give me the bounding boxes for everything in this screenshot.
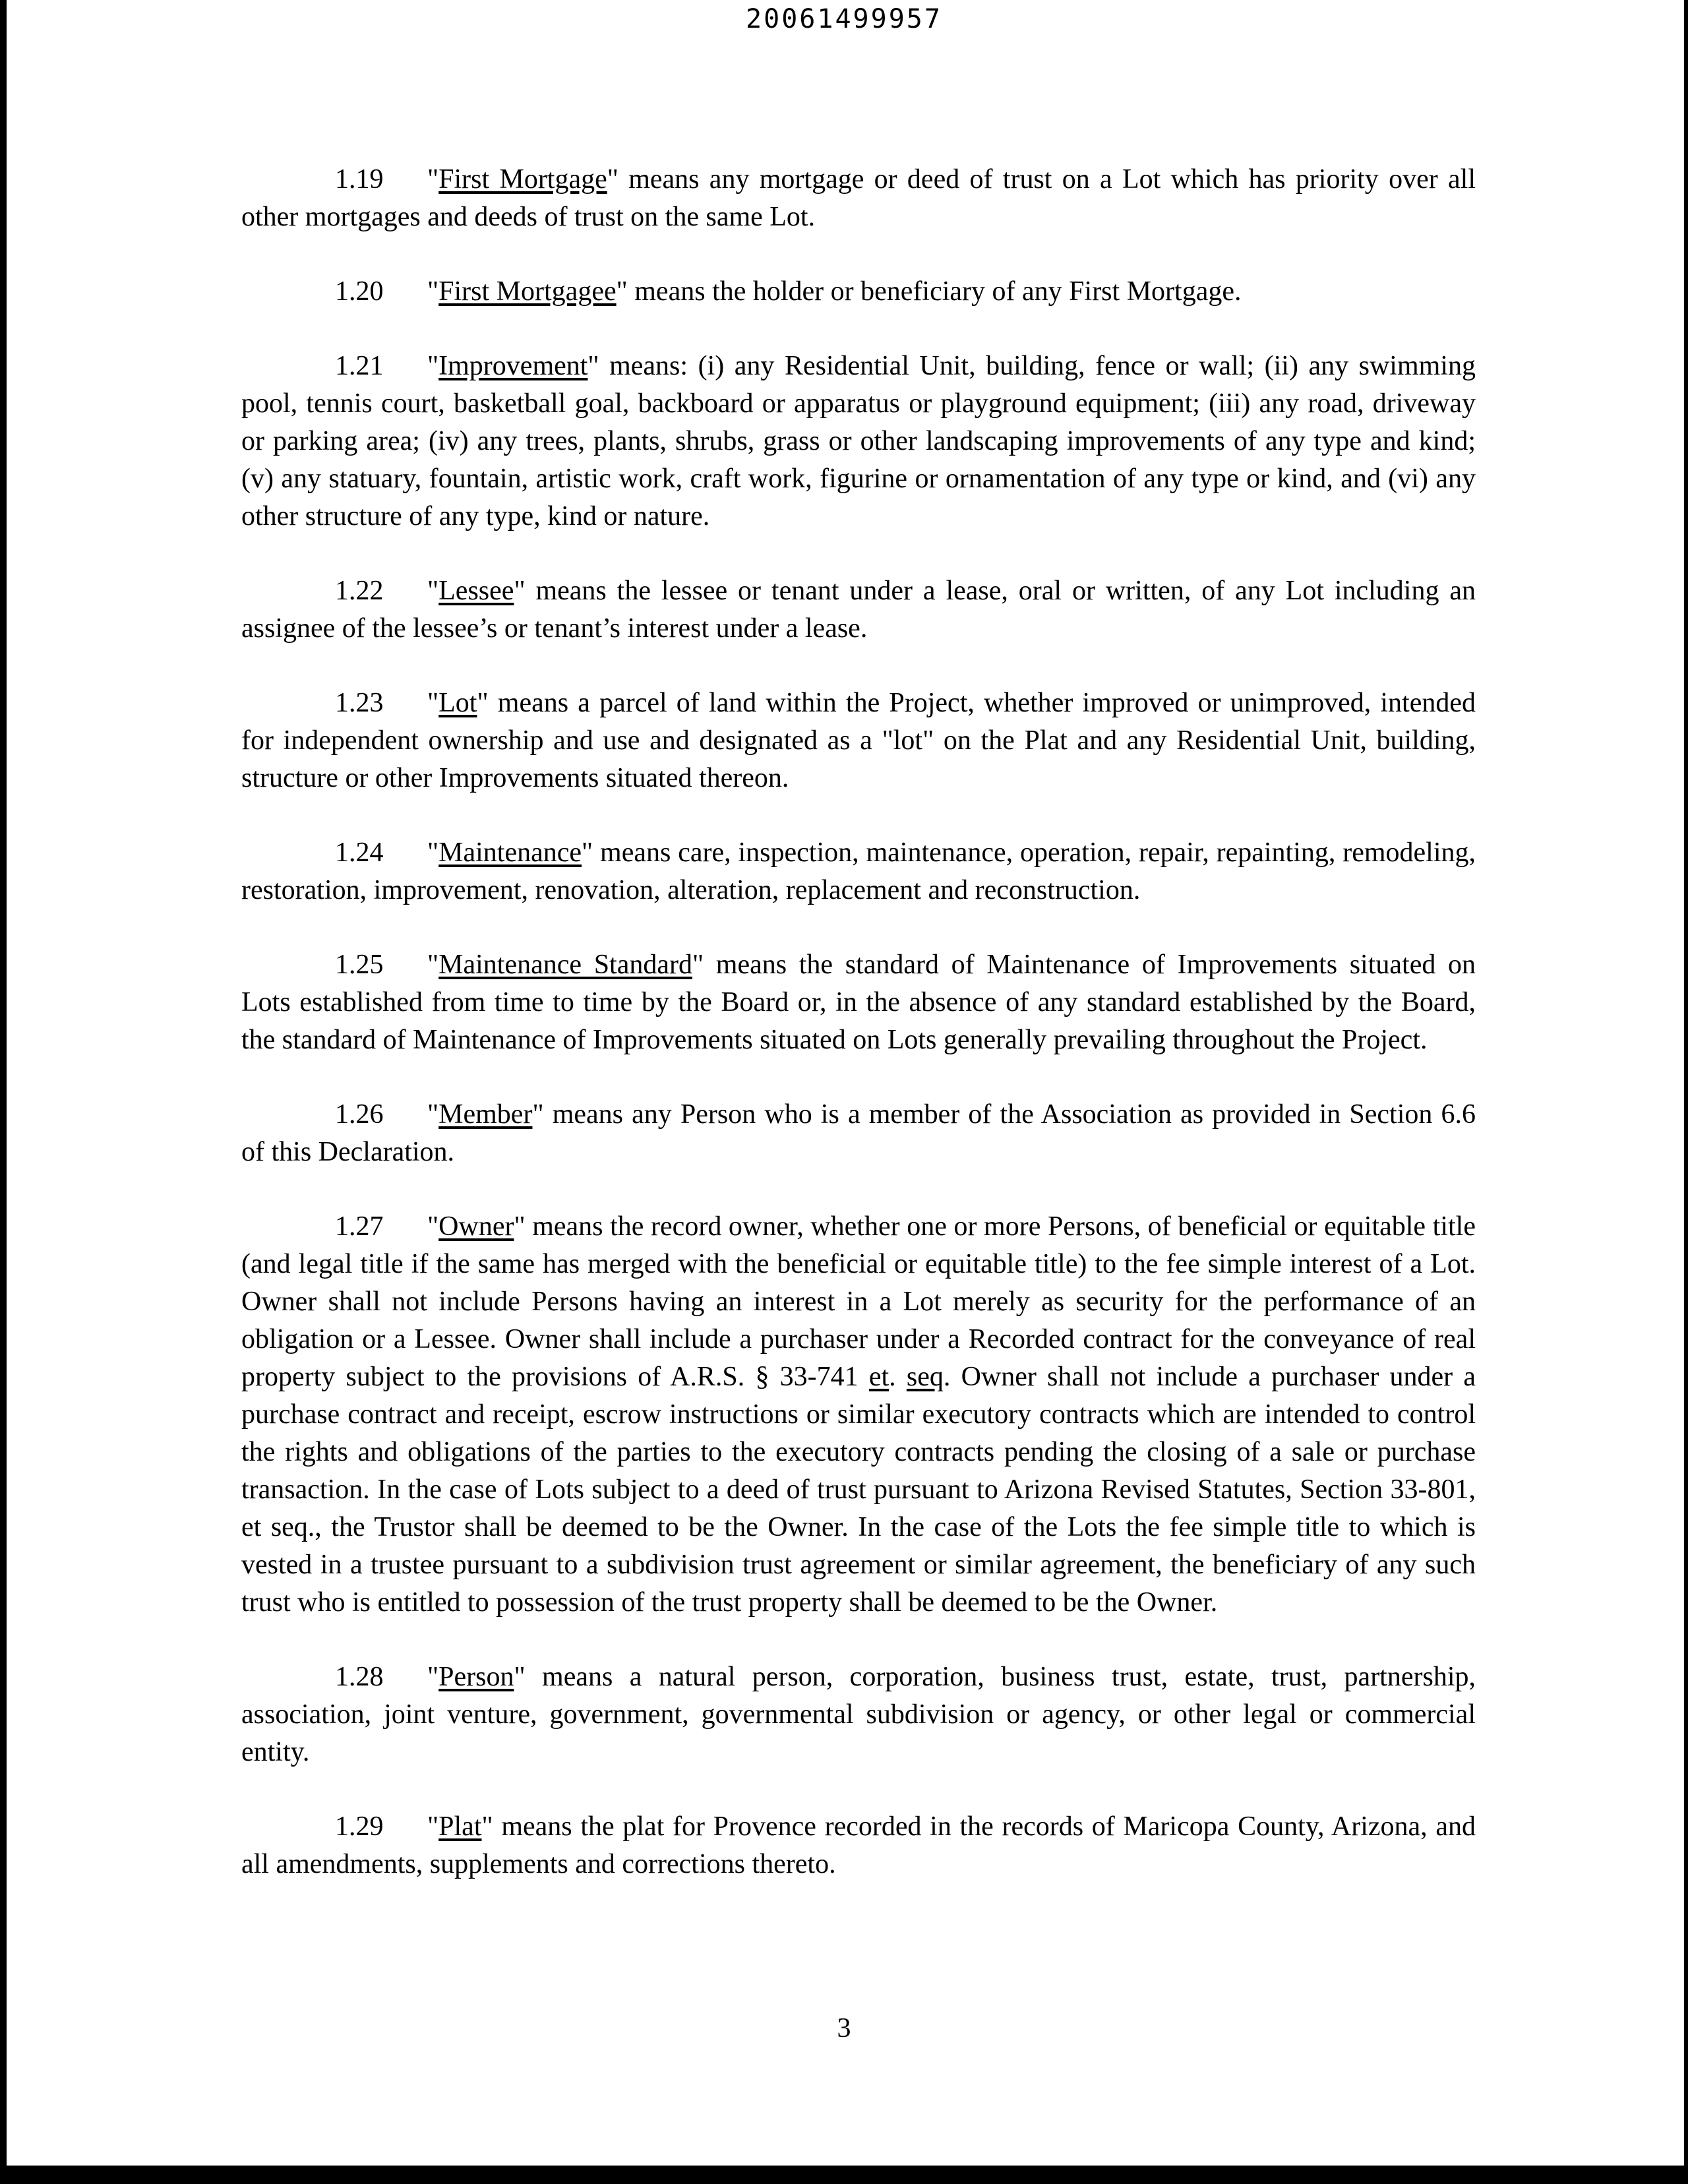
- et-abbreviation: et: [868, 1362, 889, 1392]
- section-number: 1.23: [335, 688, 384, 718]
- document-number: 20061499957: [746, 4, 942, 34]
- section-1-26: 1.26 "Member" means any Person who is a member of the Association as provided in Section 6.6 of this Declaration.: [241, 1096, 1476, 1171]
- section-text: means care, inspection, maintenance, operation, repair, repainting, remodeling, restoration, improvement, renovation, alteration, replacement and reconstruction.: [241, 837, 1476, 905]
- section-1-19: 1.19 "First Mortgage" means any mortgage or deed of trust on a Lot which has priority over all other mortgages and deeds of trust on the same Lot.: [241, 161, 1476, 236]
- section-text-continued: . Owner shall not include a purchaser under a purchase contract and receipt, escrow instructions or similar executory contracts which are intended to control the rights and obligations of the parties to the executory contracts pending the closing of a sale or purchase transaction. In the case of Lots subject to a deed of trust pursuant to Arizona Revised Statutes, Section 33-801, et seq., the Trustor shall be deemed to be the Owner. In the case of the Lots the fee simple title to which is vested in a trustee pursuant to a subdivision trust agreement or similar agreement, the beneficiary of any such trust who is entitled to possession of the trust property shall be deemed to be the Owner.: [241, 1362, 1476, 1618]
- section-text: means any Person who is a member of the Association as provided in Section 6.6 of this Declaration.: [241, 1099, 1476, 1167]
- section-1-28: 1.28 "Person" means a natural person, corporation, business trust, estate, trust, partnership, association, joint venture, government, governmental subdivision or agency, or other legal or commercial entity.: [241, 1658, 1476, 1771]
- defined-term: Lot: [438, 688, 477, 718]
- section-text: means the standard of Maintenance of Improvements situated on Lots established from time to time by the Board or, in the absence of any standard established by the Board, the standard of Maintenance of Improvements situated on Lots generally prevailing throughout the Project.: [241, 950, 1476, 1055]
- section-text: means the record owner, whether one or more Persons, of beneficial or equitable title (and legal title if the same has merged with the beneficial or equitable title) to the fee simple interest of a Lot. Owner shall not include Persons having an interest in a Lot merely as security for the performance of an obligation or a Lessee. Owner shall include a purchaser under a Recorded contract for the conveyance of real property subject to the provisions of A.R.S. § 33-741: [241, 1211, 1476, 1392]
- section-text: means the holder or beneficiary of any First Mortgage.: [627, 276, 1242, 307]
- defined-term: First Mortgagee: [438, 276, 617, 307]
- section-1-27: 1.27 "Owner" means the record owner, whether one or more Persons, of beneficial or equitable title (and legal title if the same has merged with the beneficial or equitable title) to the fee simple interest of a Lot. Owner shall not include Persons having an interest in a Lot merely as security for the performance of an obligation or a Lessee. Owner shall include a purchaser under a Recorded contract for the conveyance of real property subject to the provisions of A.R.S. § 33-741 et. seq. Owner shall not include a purchaser under a purchase contract and receipt, escrow instructions or similar executory contracts which are intended to control the rights and obligations of the parties to the executory contracts pending the closing of a sale or purchase transaction. In the case of Lots subject to a deed of trust pursuant to Arizona Revised Statutes, Section 33-801, et seq., the Trustor shall be deemed to be the Owner. In the case of the Lots the fee simple title to which is vested in a trustee pursuant to a subdivision trust agreement or similar agreement, the beneficiary of any such trust who is entitled to possession of the trust property shall be deemed to be the Owner.: [241, 1208, 1476, 1622]
- section-number: 1.20: [335, 276, 384, 307]
- defined-term: Lessee: [438, 576, 514, 606]
- defined-term: Member: [438, 1099, 533, 1130]
- section-number: 1.25: [335, 950, 384, 980]
- section-1-22: 1.22 "Lessee" means the lessee or tenant under a lease, oral or written, of any Lot including an assignee of the lessee’s or tenant’s interest under a lease.: [241, 572, 1476, 648]
- defined-term: Improvement: [438, 351, 588, 381]
- section-text: means a natural person, corporation, business trust, estate, trust, partnership, association, joint venture, government, governmental subdivision or agency, or other legal or commercial entity.: [241, 1662, 1476, 1767]
- section-1-25: 1.25 "Maintenance Standard" means the standard of Maintenance of Improvements situated on Lots established from time to time by the Board or, in the absence of any standard established by the Board, the standard of Maintenance of Improvements situated on Lots generally prevailing throughout the Project.: [241, 946, 1476, 1059]
- section-number: 1.28: [335, 1662, 384, 1692]
- defined-term: Maintenance: [438, 837, 582, 868]
- section-text: means the plat for Provence recorded in the records of Maricopa County, Arizona, and all amendments, supplements and corrections thereto.: [241, 1811, 1476, 1879]
- section-number: 1.27: [335, 1211, 384, 1242]
- section-number: 1.22: [335, 576, 384, 606]
- section-number: 1.29: [335, 1811, 384, 1842]
- defined-term: Maintenance Standard: [438, 950, 692, 980]
- document-body: [241, 161, 1476, 1920]
- section-1-29: 1.29 "Plat" means the plat for Provence recorded in the records of Maricopa County, Arizona, and all amendments, supplements and corrections thereto.: [241, 1808, 1476, 1883]
- section-number: 1.26: [335, 1099, 384, 1130]
- section-1-23: 1.23 "Lot" means a parcel of land within the Project, whether improved or unimproved, intended for independent ownership and use and designated as a "lot" on the Plat and any Residential Unit, building, structure or other Improvements situated thereon.: [241, 684, 1476, 797]
- scan-right-border: [1684, 0, 1688, 2184]
- defined-term: First Mortgage: [438, 164, 607, 195]
- defined-term: Plat: [438, 1811, 482, 1842]
- page-number: 3: [837, 2013, 851, 2044]
- scan-left-border: [0, 0, 7, 2184]
- section-text: means the lessee or tenant under a lease, oral or written, of any Lot including an assignee of the lessee’s or tenant’s interest under a lease.: [241, 576, 1476, 644]
- section-number: 1.19: [335, 164, 384, 195]
- section-number: 1.21: [335, 351, 384, 381]
- section-text: means a parcel of land within the Project, whether improved or unimproved, intended for independent ownership and use and designated as a "lot" on the Plat and any Residential Unit, building, structure or other Improvements situated thereon.: [241, 688, 1476, 793]
- section-text: means: (i) any Residential Unit, building, fence or wall; (ii) any swimming pool, tennis court, basketball goal, backboard or apparatus or playground equipment; (iii) any road, driveway or parking area; (iv) any trees, plants, shrubs, grass or other landscaping improvements of any type and kind; (v) any statuary, fountain, artistic work, craft work, figurine or ornamentation of any type or kind, and (vi) any other structure of any type, kind or nature.: [241, 351, 1476, 531]
- section-1-24: 1.24 "Maintenance" means care, inspection, maintenance, operation, repair, repainting, remodeling, restoration, improvement, renovation, alteration, replacement and reconstruction.: [241, 834, 1476, 909]
- seq-abbreviation: seq: [906, 1362, 944, 1392]
- section-1-20: 1.20 "First Mortgagee" means the holder or beneficiary of any First Mortgage.: [241, 273, 1476, 311]
- section-number: 1.24: [335, 837, 384, 868]
- section-1-21: 1.21 "Improvement" means: (i) any Residential Unit, building, fence or wall; (ii) any swimming pool, tennis court, basketball goal, backboard or apparatus or playground equipment; (iii) any road, driveway or parking area; (iv) any trees, plants, shrubs, grass or other landscaping improvements of any type and kind; (v) any statuary, fountain, artistic work, craft work, figurine or ornamentation of any type or kind, and (vi) any other structure of any type, kind or nature.: [241, 348, 1476, 535]
- defined-term: Person: [438, 1662, 514, 1692]
- defined-term: Owner: [438, 1211, 514, 1242]
- scan-bottom-border: [0, 2166, 1688, 2184]
- section-text: means any mortgage or deed of trust on a Lot which has priority over all other mortgages and deeds of trust on the same Lot.: [241, 164, 1476, 232]
